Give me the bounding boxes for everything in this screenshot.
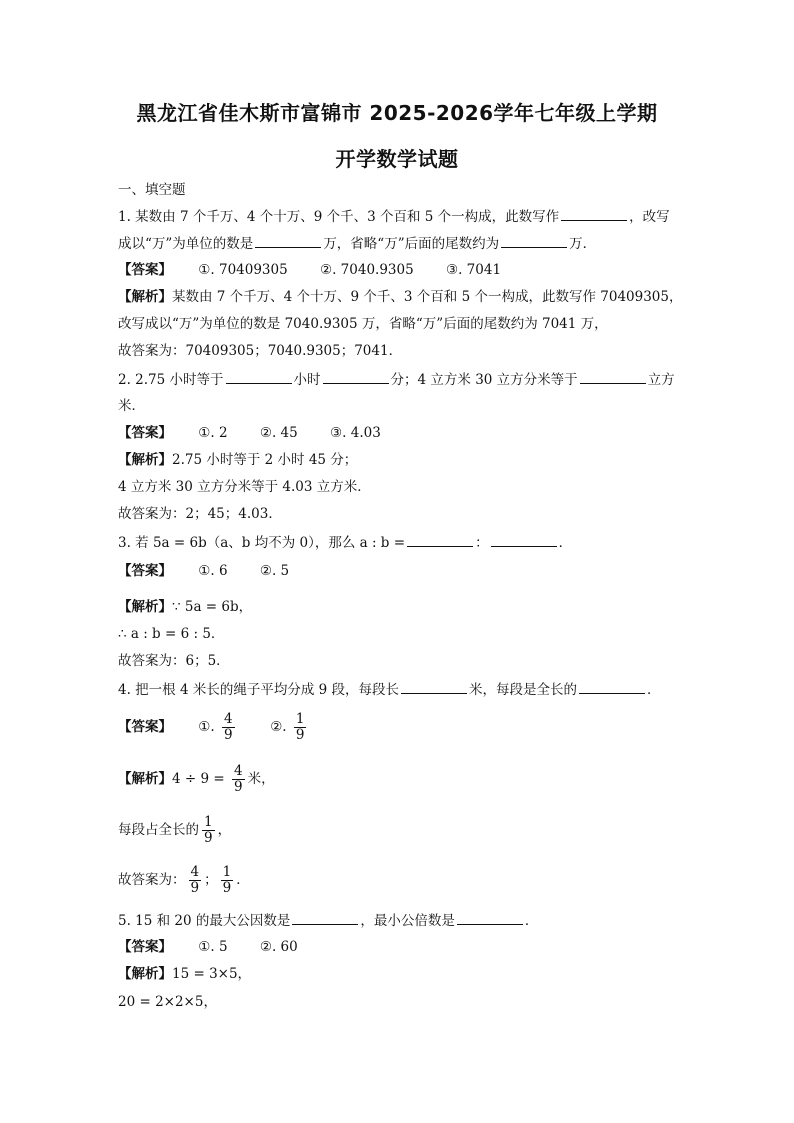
answer-label: 【答案】 [118,262,172,278]
question-2-analysis-2: 4 立方米 30 立方分米等于 4.03 立方米． [118,479,371,495]
question-3-analysis-2: ∴ a : b = 6 : 5． [118,626,225,642]
answer-blank [457,910,523,925]
answer-label: 【答案】 [118,719,172,735]
question-2-line-1: 2. 2.75 小时等于 小时 分；4 立方米 30 立方分米等于 立方 [118,369,675,390]
question-5-analysis-2: 20 = 2×2×5， [118,994,217,1010]
question-4-analysis-3: 故答案为： $\frac{4}{9}$ ； $\frac{1}{9}$ ． [118,864,250,896]
analysis-label: 【解析】 [118,599,172,615]
document-title: 黑龙江省佳木斯市富锦市 2025-2026学年七年级上学期 [136,101,658,125]
question-1-answer: 【答案】 ①. 70409305 ②. 7040.9305 ③. 7041 [118,262,502,278]
question-5-line-1: 5. 15 和 20 的最大公因数是 ，最小公倍数是 ． [118,910,538,931]
fraction: $\frac{1}{9}$ [295,711,305,743]
answer-blank [292,910,358,925]
question-5-answer: 【答案】 ①. 5 ②. 60 [118,939,298,955]
question-4-line-1: 4. 把一根 4 米长的绳子平均分成 9 段，每段长 米，每段是全长的 ． [118,679,661,700]
question-4-analysis-2: 每段占全长的 $\frac{1}{9}$ ， [118,814,232,846]
section-heading: 一、填空题 [118,182,186,198]
fraction: $\frac{4}{9}$ [233,763,243,795]
question-1-line-1: 1. 某数由 7 个千万、4 个十万、9 个千、3 个百和 5 个一构成，此数写作 ，改写 [118,206,670,227]
answer-blank [255,233,321,248]
fraction: $\frac{1}{9}$ [204,814,213,846]
fraction: $\frac{4}{9}$ [224,711,233,743]
question-2-answer: 【答案】 ①. 2 ②. 45 ③. 4.03 [118,425,381,441]
analysis-label: 【解析】 [118,771,172,787]
question-4-analysis-1: 【解析】4 ÷ 9 = $\frac{4}{9}$ 米， [118,763,275,795]
question-2-analysis-3: 故答案为：2；45；4.03． [118,506,282,522]
document-subtitle: 开学数学试题 [335,147,459,171]
analysis-label: 【解析】 [118,289,172,305]
answer-blank [579,679,645,694]
answer-blank [323,369,389,384]
analysis-label: 【解析】 [118,452,172,468]
answer-blank [580,369,646,384]
question-1-analysis-3: 故答案为：70409305；7040.9305；7041． [118,343,403,359]
answer-label: 【答案】 [118,939,172,955]
answer-label: 【答案】 [118,425,172,441]
answer-blank [407,532,473,547]
answer-blank [401,679,467,694]
question-3-line-1: 3. 若 5a = 6b（a、b 均不为 0），那么 a : b = ： ． [118,532,572,553]
question-1-line-2: 成以“万”为单位的数是 万，省略“万”后面的尾数约为 万． [118,233,596,254]
question-4-answer: 【答案】 ①. $\frac{4}{9}$ ②. $\frac{1}{9}$ [118,711,305,743]
answer-blank [491,532,557,547]
question-3-answer: 【答案】 ①. 6 ②. 5 [118,563,290,579]
question-3-analysis-3: 故答案为：6；5． [118,653,230,669]
question-1-analysis-2: 改写成以“万”为单位的数是 7040.9305 万，省略“万”后面的尾数约为 7041 万， [118,316,608,332]
question-2-line-2: 米． [118,398,145,414]
answer-blank [561,206,627,221]
answer-label: 【答案】 [118,563,172,579]
question-2-analysis-1: 【解析】2.75 小时等于 2 小时 45 分； [118,452,358,468]
question-3-analysis-1: 【解析】∵ 5a = 6b， [118,599,253,615]
analysis-label: 【解析】 [118,966,172,982]
fraction: $\frac{4}{9}$ [190,864,200,896]
answer-blank [226,369,292,384]
question-1-analysis-1: 【解析】某数由 7 个千万、4 个十万、9 个千、3 个百和 5 个一构成，此数写作 70409305， [118,289,683,305]
answer-blank [501,233,567,248]
fraction: $\frac{1}{9}$ [222,864,232,896]
question-5-analysis-1: 【解析】15 = 3×5， [118,966,252,982]
